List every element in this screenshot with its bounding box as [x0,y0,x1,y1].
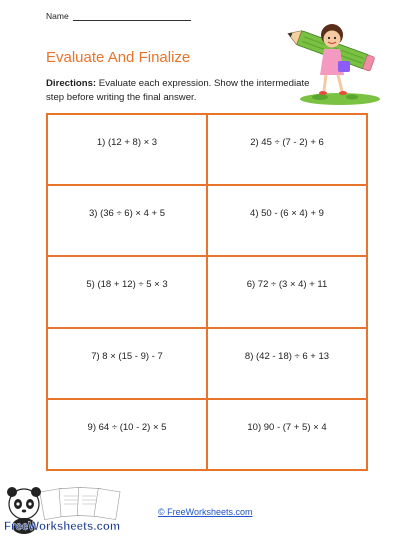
logo-wordmark: FreeWorksheets.com [4,521,121,533]
name-line [73,11,191,21]
problem-cell [207,256,367,327]
directions [46,77,316,104]
problem-text: 8) (42 - 18) ÷ 6 + 13 [244,350,330,362]
problem-text: 5) (18 + 12) ÷ 5 × 3 [86,279,168,291]
problem-text: 1) (12 + 8) × 3 [96,137,158,148]
problem-cell [47,256,207,327]
problem-cell [47,399,207,470]
problem-cell [207,114,367,185]
name-field [46,11,191,21]
problem-text: 4) 50 - (6 × 4) + 9 [250,208,324,220]
copyright-link[interactable]: © FreeWorksheets.com [158,507,253,517]
worksheet-title: Evaluate And Finalize [46,49,191,66]
problem-text: 6) 72 ÷ (3 × 4) + 11 [246,279,328,291]
directions-text: Evaluate each expression. Show the intermediate step before writing the final answer. [46,78,310,103]
problem-cell [47,114,207,185]
problem-cell [207,328,367,399]
problem-text: 3) (36 ÷ 6) × 4 + 5 [89,208,165,220]
freeworksheets-logo [2,484,152,539]
directions-label: Directions: [46,78,97,89]
problem-text: 9) 64 ÷ (10 - 2) × 5 [87,421,167,433]
problem-cell [207,185,367,256]
problem-text: 10) 90 - (7 + 5) × 4 [247,421,327,433]
girl-with-pencil-illustration [282,13,386,107]
problem-cell [207,399,367,470]
problem-cell [47,328,207,399]
name-label: Name [46,11,69,21]
problem-grid [46,113,368,471]
problem-text: 7) 8 × (15 - 9) - 7 [91,350,163,362]
problem-cell [47,185,207,256]
problem-text: 2) 45 ÷ (7 - 2) + 6 [250,137,324,148]
